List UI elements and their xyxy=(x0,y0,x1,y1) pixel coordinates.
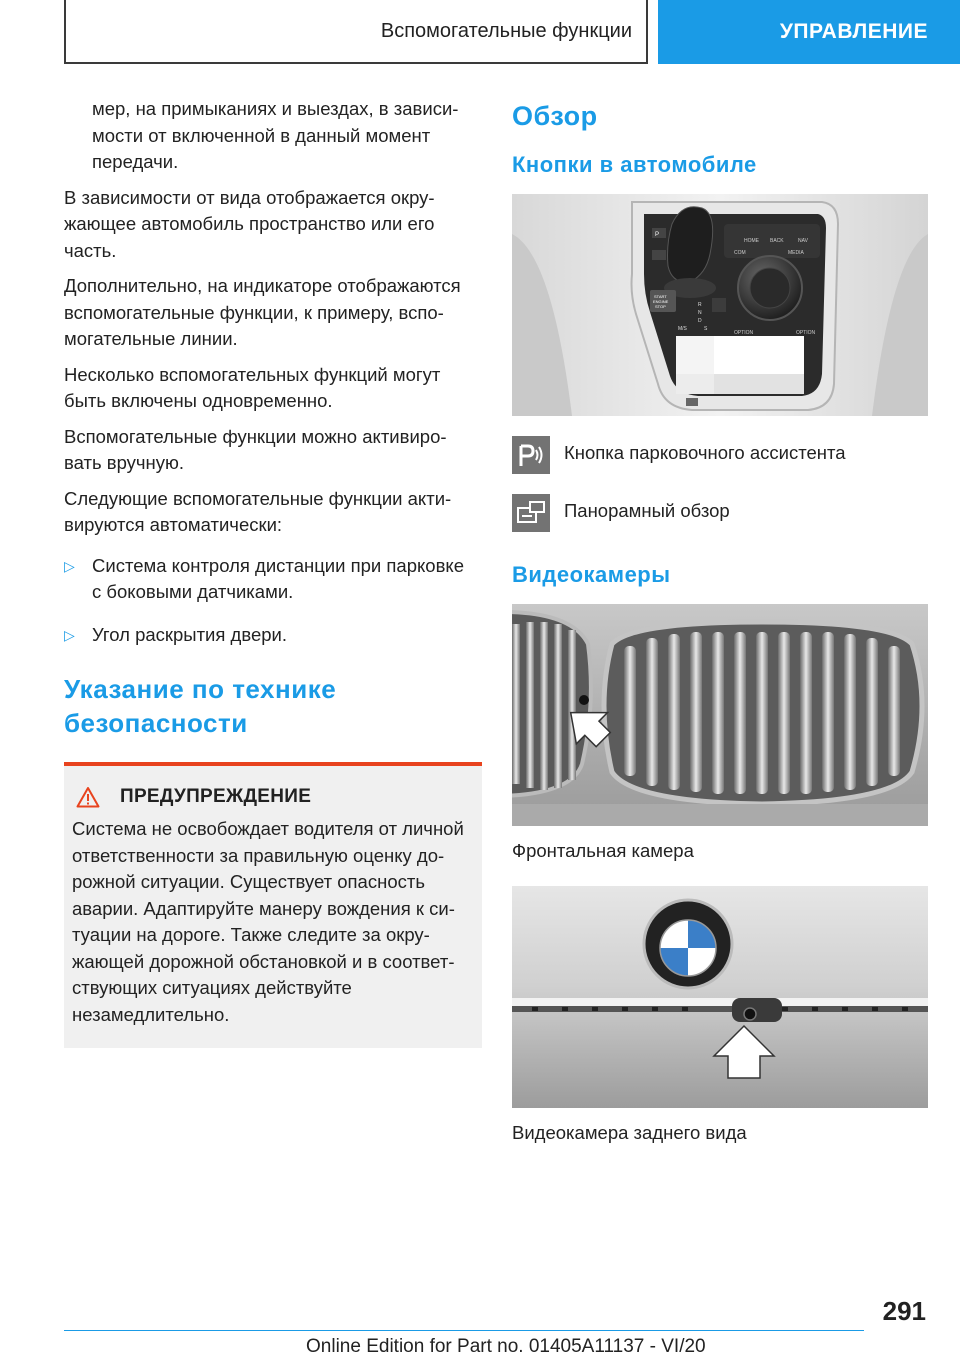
text-line: В зависимости от вида отображается окру- xyxy=(64,186,435,208)
right-column xyxy=(512,96,928,1146)
text-line: вируются автоматически: xyxy=(64,514,283,535)
text-line: туации на дороге. Также следите за окру- xyxy=(72,924,430,945)
console-label: P xyxy=(655,232,660,238)
text-line: жающее автомобиль пространство или его xyxy=(64,213,435,234)
console-label: MEDIA xyxy=(788,250,804,256)
text-line: могательные линии. xyxy=(64,328,238,349)
text-line: Система контроля дистанции при парковке xyxy=(92,554,464,576)
parking-assistant-icon xyxy=(512,436,550,474)
running-header xyxy=(64,0,648,64)
text-line: мости от включенной в данный момент xyxy=(92,124,431,146)
text-line: жающей дорожной обстановкой и в соответ- xyxy=(72,950,455,972)
text-line: аварии. Адаптируйте манеру вождения к си- xyxy=(72,897,455,919)
console-label: COM xyxy=(734,250,746,256)
text-line: вспомогательные функции, к примеру, вспо- xyxy=(64,301,444,323)
text-line: Дополнительно, на индикаторе отображаются xyxy=(64,275,461,296)
console-label: S xyxy=(704,326,708,332)
panorama-view-icon xyxy=(512,494,550,532)
console-label: M/S xyxy=(678,326,687,332)
text-line: Вспомогательные функции можно активиро- xyxy=(64,425,447,447)
buttons-heading: Кнопки в автомобиле xyxy=(512,152,757,177)
heading-line: безопасности xyxy=(64,708,248,738)
warning-title xyxy=(72,786,474,808)
chapter-tab xyxy=(658,0,960,64)
console-label: BACK xyxy=(770,238,784,244)
console-label: R xyxy=(698,302,702,308)
text-line: передачи. xyxy=(92,151,179,172)
console-label: HOME xyxy=(744,238,759,244)
paragraph xyxy=(64,424,482,477)
chapter-title: УПРАВЛЕНИЕ xyxy=(779,20,928,43)
warning-triangle-icon xyxy=(76,786,100,808)
warning-box xyxy=(64,766,482,1048)
continued-text xyxy=(64,96,482,176)
list-item xyxy=(64,553,482,606)
icon-item xyxy=(512,436,928,474)
paragraph xyxy=(64,273,482,353)
left-column xyxy=(64,96,482,1048)
front-camera-caption: Фронтальная камера xyxy=(512,840,694,861)
icon-label: Панорамный обзор xyxy=(564,500,730,521)
console-label: N xyxy=(698,310,702,316)
console-label: START xyxy=(654,294,667,299)
rear-camera-illustration xyxy=(512,886,928,1108)
text-line: вать вручную. xyxy=(64,452,185,473)
console-label: OPTION xyxy=(734,330,754,336)
section-title: Вспомогательные функции xyxy=(380,19,632,42)
text-line: рожной ситуации. Существует опасность xyxy=(72,871,425,892)
bullet-triangle-icon: ▷ xyxy=(64,557,75,574)
paragraph xyxy=(64,362,482,415)
console-label: ENGINE xyxy=(653,299,669,304)
text-line: Система не освобождает водителя от личной xyxy=(72,818,464,839)
console-label: STOP xyxy=(655,304,666,309)
text-line: часть. xyxy=(64,239,117,261)
list-item xyxy=(64,622,482,649)
text-line: с боковыми датчиками. xyxy=(92,581,294,602)
text-line: Угол раскрытия двери. xyxy=(92,623,288,645)
console-label: OPTION xyxy=(796,330,816,336)
footer-rule xyxy=(64,1330,864,1331)
icon-label: Кнопка парковочного ассистента xyxy=(564,442,846,463)
text-line: мер, на примыканиях и выездах, в зависи- xyxy=(92,98,459,119)
center-console-illustration xyxy=(512,194,928,416)
heading-line: Указание по технике xyxy=(64,674,337,704)
text-line: ответственности за правильную оценку до- xyxy=(72,844,445,866)
paragraph xyxy=(64,486,482,539)
safety-heading xyxy=(64,672,482,740)
console-label: NAV xyxy=(798,238,808,244)
rear-camera-image xyxy=(512,886,928,1108)
text-line: Несколько вспомогательных функций могут xyxy=(64,363,441,385)
rear-camera-caption: Видеокамера заднего вида xyxy=(512,1122,747,1143)
front-camera-image xyxy=(512,604,928,826)
bullet-triangle-icon: ▷ xyxy=(64,626,75,643)
footer-edition: Online Edition for Part no. 01405A11137 - VI/20 xyxy=(306,1336,706,1357)
console-label: D xyxy=(698,318,702,324)
overview-heading: Обзор xyxy=(512,101,598,131)
page-number: 291 xyxy=(882,1296,926,1326)
icon-item xyxy=(512,494,928,532)
text-line: Следующие вспомогательные функции акти- xyxy=(64,487,452,509)
cameras-heading: Видеокамеры xyxy=(512,562,671,587)
center-console-image xyxy=(512,194,928,416)
text-line: быть включены одновременно. xyxy=(64,390,333,411)
text-line: незамедлительно. xyxy=(72,1003,230,1025)
front-grille-illustration xyxy=(512,604,928,826)
warning-label: ПРЕДУПРЕЖДЕНИЕ xyxy=(120,786,312,807)
text-line: ствующих ситуациях действуйте xyxy=(72,977,352,998)
paragraph xyxy=(64,185,482,265)
